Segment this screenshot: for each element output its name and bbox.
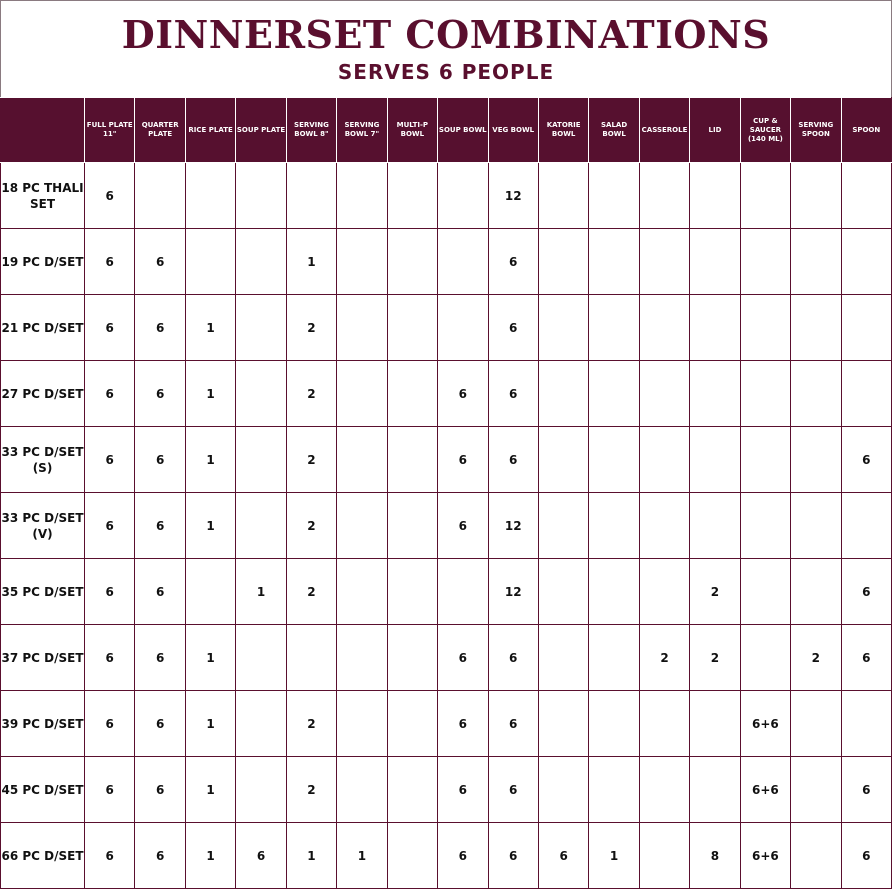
table-cell bbox=[639, 757, 689, 823]
table-cell bbox=[690, 295, 740, 361]
table-cell bbox=[791, 757, 841, 823]
table-cell bbox=[538, 163, 588, 229]
column-header: SPOON bbox=[841, 98, 891, 163]
combinations-table bbox=[0, 97, 892, 889]
table-cell bbox=[639, 427, 689, 493]
table-cell: 6+6 bbox=[740, 691, 790, 757]
table-cell: 1 bbox=[185, 691, 235, 757]
table-cell: 2 bbox=[286, 493, 336, 559]
table-cell bbox=[236, 757, 286, 823]
table-cell bbox=[690, 163, 740, 229]
table-cell bbox=[337, 361, 387, 427]
table-cell bbox=[236, 493, 286, 559]
table-cell: 6 bbox=[135, 361, 185, 427]
table-cell bbox=[538, 229, 588, 295]
table-cell bbox=[589, 559, 639, 625]
table-cell: 1 bbox=[185, 295, 235, 361]
table-cell bbox=[337, 625, 387, 691]
table-cell bbox=[538, 295, 588, 361]
table-cell bbox=[589, 493, 639, 559]
table-cell bbox=[690, 361, 740, 427]
table-cell bbox=[690, 229, 740, 295]
table-cell bbox=[185, 229, 235, 295]
table-cell bbox=[387, 493, 437, 559]
table-cell bbox=[538, 559, 588, 625]
table-cell bbox=[740, 163, 790, 229]
row-label: 33 PC D/SET (S) bbox=[1, 427, 85, 493]
table-cell bbox=[387, 823, 437, 889]
table-cell bbox=[337, 229, 387, 295]
table-cell bbox=[387, 229, 437, 295]
table-cell bbox=[589, 625, 639, 691]
table-cell: 6 bbox=[135, 493, 185, 559]
row-label: 21 PC D/SET bbox=[1, 295, 85, 361]
page-header bbox=[0, 0, 892, 97]
table-cell: 6 bbox=[85, 163, 135, 229]
table-cell: 1 bbox=[236, 559, 286, 625]
table-row bbox=[1, 163, 892, 229]
table-cell bbox=[185, 559, 235, 625]
table-cell bbox=[841, 361, 891, 427]
table-row bbox=[1, 691, 892, 757]
column-header: SOUP PLATE bbox=[236, 98, 286, 163]
table-cell bbox=[387, 427, 437, 493]
table-cell: 1 bbox=[185, 361, 235, 427]
table-cell bbox=[538, 427, 588, 493]
table-cell bbox=[236, 163, 286, 229]
table-cell bbox=[740, 427, 790, 493]
table-cell bbox=[639, 163, 689, 229]
table-cell: 6 bbox=[438, 823, 488, 889]
table-cell bbox=[538, 361, 588, 427]
row-label: 45 PC D/SET bbox=[1, 757, 85, 823]
table-cell: 12 bbox=[488, 493, 538, 559]
table-row bbox=[1, 625, 892, 691]
row-label: 66 PC D/SET bbox=[1, 823, 85, 889]
table-cell bbox=[589, 229, 639, 295]
table-cell bbox=[236, 361, 286, 427]
table-cell bbox=[740, 229, 790, 295]
table-cell bbox=[791, 427, 841, 493]
table-cell: 2 bbox=[286, 361, 336, 427]
table-cell: 1 bbox=[337, 823, 387, 889]
table-cell bbox=[337, 757, 387, 823]
table-cell: 6 bbox=[135, 229, 185, 295]
table-cell bbox=[639, 691, 689, 757]
table-cell bbox=[337, 559, 387, 625]
table-cell bbox=[639, 559, 689, 625]
table-cell: 6 bbox=[488, 625, 538, 691]
row-label: 18 PC THALI SET bbox=[1, 163, 85, 229]
table-cell: 6 bbox=[85, 559, 135, 625]
table-cell bbox=[438, 295, 488, 361]
table-cell: 2 bbox=[286, 757, 336, 823]
table-cell bbox=[236, 625, 286, 691]
table-cell bbox=[639, 823, 689, 889]
table-cell: 1 bbox=[185, 493, 235, 559]
table-cell bbox=[387, 691, 437, 757]
column-header: SALAD BOWL bbox=[589, 98, 639, 163]
table-cell: 6 bbox=[488, 823, 538, 889]
table-cell: 2 bbox=[690, 625, 740, 691]
table-cell bbox=[690, 427, 740, 493]
table-cell: 12 bbox=[488, 163, 538, 229]
table-cell: 6 bbox=[85, 823, 135, 889]
table-cell: 6 bbox=[135, 427, 185, 493]
table-cell: 6 bbox=[135, 559, 185, 625]
table-cell: 6 bbox=[488, 295, 538, 361]
table-row bbox=[1, 361, 892, 427]
column-header: MULTI-P BOWL bbox=[387, 98, 437, 163]
table-cell: 1 bbox=[286, 229, 336, 295]
table-cell: 8 bbox=[690, 823, 740, 889]
table-cell bbox=[791, 493, 841, 559]
table-cell: 6 bbox=[488, 427, 538, 493]
table-cell bbox=[286, 625, 336, 691]
table-cell bbox=[841, 229, 891, 295]
table-cell: 6 bbox=[488, 757, 538, 823]
table-cell bbox=[740, 295, 790, 361]
table-cell bbox=[690, 757, 740, 823]
table-cell: 6 bbox=[85, 691, 135, 757]
table-cell bbox=[589, 757, 639, 823]
table-cell bbox=[236, 295, 286, 361]
table-row bbox=[1, 295, 892, 361]
table-cell bbox=[841, 691, 891, 757]
row-label: 19 PC D/SET bbox=[1, 229, 85, 295]
column-header: SOUP BOWL bbox=[438, 98, 488, 163]
table-cell: 6 bbox=[488, 361, 538, 427]
table-cell bbox=[589, 295, 639, 361]
table-cell: 2 bbox=[639, 625, 689, 691]
column-header: LID bbox=[690, 98, 740, 163]
table-row bbox=[1, 757, 892, 823]
table-cell: 6 bbox=[85, 757, 135, 823]
table-cell bbox=[589, 163, 639, 229]
table-cell: 6 bbox=[538, 823, 588, 889]
table-cell bbox=[538, 625, 588, 691]
table-cell: 2 bbox=[690, 559, 740, 625]
table-cell: 6 bbox=[488, 229, 538, 295]
table-cell bbox=[589, 361, 639, 427]
table-cell bbox=[538, 691, 588, 757]
table-row bbox=[1, 823, 892, 889]
column-header: KATORIE BOWL bbox=[538, 98, 588, 163]
table-cell: 6 bbox=[85, 427, 135, 493]
table-cell bbox=[791, 229, 841, 295]
table-cell bbox=[639, 361, 689, 427]
table-cell: 6 bbox=[85, 625, 135, 691]
table-cell: 6 bbox=[841, 427, 891, 493]
table-cell bbox=[538, 757, 588, 823]
table-cell: 2 bbox=[791, 625, 841, 691]
column-header: RICE PLATE bbox=[185, 98, 235, 163]
table-cell: 6 bbox=[841, 625, 891, 691]
table-cell bbox=[135, 163, 185, 229]
table-cell: 1 bbox=[589, 823, 639, 889]
table-cell bbox=[185, 163, 235, 229]
table-cell bbox=[387, 361, 437, 427]
table-cell: 6 bbox=[135, 757, 185, 823]
table-header-row bbox=[1, 98, 892, 163]
table-cell bbox=[387, 163, 437, 229]
table-cell bbox=[791, 559, 841, 625]
table-cell bbox=[337, 427, 387, 493]
table-cell bbox=[337, 691, 387, 757]
table-cell: 6 bbox=[135, 823, 185, 889]
table-cell: 6 bbox=[438, 691, 488, 757]
table-cell bbox=[387, 559, 437, 625]
table-cell bbox=[589, 427, 639, 493]
table-cell bbox=[740, 493, 790, 559]
table-cell bbox=[387, 625, 437, 691]
table-cell bbox=[286, 163, 336, 229]
table-cell bbox=[791, 823, 841, 889]
table-cell: 1 bbox=[185, 427, 235, 493]
table-cell bbox=[791, 361, 841, 427]
table-cell: 6 bbox=[85, 229, 135, 295]
table-cell: 6 bbox=[85, 493, 135, 559]
table-cell: 6 bbox=[438, 427, 488, 493]
row-label: 39 PC D/SET bbox=[1, 691, 85, 757]
table-cell bbox=[236, 691, 286, 757]
table-cell: 12 bbox=[488, 559, 538, 625]
page-title: DINNERSET COMBINATIONS bbox=[121, 12, 771, 57]
table-cell: 6 bbox=[841, 757, 891, 823]
table-cell: 2 bbox=[286, 295, 336, 361]
column-header: VEG BOWL bbox=[488, 98, 538, 163]
column-header: SERVING BOWL 8" bbox=[286, 98, 336, 163]
column-header: SERVING SPOON bbox=[791, 98, 841, 163]
table-cell: 6 bbox=[236, 823, 286, 889]
table-cell bbox=[639, 229, 689, 295]
page-subtitle: SERVES 6 PEOPLE bbox=[337, 60, 555, 84]
column-header: CASSEROLE bbox=[639, 98, 689, 163]
table-cell: 6 bbox=[438, 757, 488, 823]
table-cell bbox=[740, 559, 790, 625]
table-cell bbox=[438, 229, 488, 295]
table-cell bbox=[791, 295, 841, 361]
table-cell: 6 bbox=[841, 823, 891, 889]
table-cell: 6+6 bbox=[740, 757, 790, 823]
table-cell: 6 bbox=[438, 361, 488, 427]
table-cell bbox=[841, 163, 891, 229]
column-header: SERVING BOWL 7" bbox=[337, 98, 387, 163]
table-cell: 6 bbox=[438, 493, 488, 559]
row-label: 33 PC D/SET (V) bbox=[1, 493, 85, 559]
table-cell bbox=[438, 559, 488, 625]
table-cell bbox=[639, 295, 689, 361]
table-cell bbox=[740, 361, 790, 427]
table-cell: 6 bbox=[135, 295, 185, 361]
table-cell: 1 bbox=[185, 625, 235, 691]
table-cell: 6 bbox=[841, 559, 891, 625]
table-cell: 6 bbox=[135, 691, 185, 757]
table-row bbox=[1, 229, 892, 295]
column-header: FULL PLATE 11" bbox=[85, 98, 135, 163]
table-cell: 6 bbox=[488, 691, 538, 757]
table-cell bbox=[538, 493, 588, 559]
table-cell bbox=[791, 163, 841, 229]
table-cell: 1 bbox=[286, 823, 336, 889]
table-cell: 6 bbox=[438, 625, 488, 691]
row-label: 27 PC D/SET bbox=[1, 361, 85, 427]
table-row bbox=[1, 427, 892, 493]
column-header: CUP & SAUCER (140 ML) bbox=[740, 98, 790, 163]
header-corner bbox=[1, 98, 85, 163]
table-cell: 6 bbox=[85, 361, 135, 427]
table-cell bbox=[337, 493, 387, 559]
table-cell bbox=[841, 493, 891, 559]
table-cell bbox=[791, 691, 841, 757]
table-cell bbox=[690, 493, 740, 559]
table-cell bbox=[589, 691, 639, 757]
table-cell: 2 bbox=[286, 691, 336, 757]
column-header: QUARTER PLATE bbox=[135, 98, 185, 163]
table-cell bbox=[387, 757, 437, 823]
table-cell bbox=[236, 427, 286, 493]
table-cell bbox=[337, 163, 387, 229]
table-cell bbox=[639, 493, 689, 559]
table-cell bbox=[337, 295, 387, 361]
table-cell: 1 bbox=[185, 757, 235, 823]
table-cell: 6 bbox=[85, 295, 135, 361]
table-cell bbox=[841, 295, 891, 361]
table-cell bbox=[236, 229, 286, 295]
row-label: 37 PC D/SET bbox=[1, 625, 85, 691]
table-cell: 2 bbox=[286, 559, 336, 625]
table-cell bbox=[438, 163, 488, 229]
table-cell: 6+6 bbox=[740, 823, 790, 889]
table-cell: 2 bbox=[286, 427, 336, 493]
table-cell bbox=[690, 691, 740, 757]
table-cell bbox=[387, 295, 437, 361]
table-row bbox=[1, 559, 892, 625]
table-cell: 1 bbox=[185, 823, 235, 889]
table-row bbox=[1, 493, 892, 559]
row-label: 35 PC D/SET bbox=[1, 559, 85, 625]
table-cell bbox=[740, 625, 790, 691]
table-cell: 6 bbox=[135, 625, 185, 691]
